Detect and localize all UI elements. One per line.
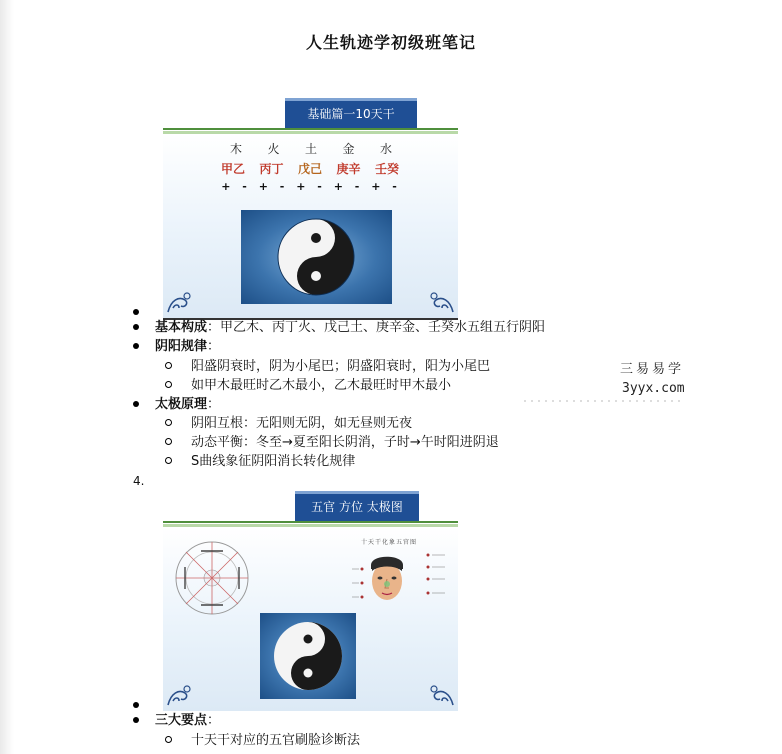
five-elements-row bbox=[221, 140, 401, 157]
face-illustration-icon bbox=[365, 551, 409, 609]
bullet-icon bbox=[133, 702, 139, 708]
circle-bullet-icon bbox=[165, 362, 172, 369]
list-number: 4. bbox=[133, 474, 145, 488]
watermark-text: 三易易学 bbox=[620, 362, 685, 377]
slide-stripe bbox=[163, 521, 458, 527]
item-colon: ： bbox=[207, 713, 221, 728]
sub-item-text: 十天干对应的五官刷脸诊断法 bbox=[191, 733, 361, 748]
sub-item-text: 动态平衡：冬至→夏至阳长阴消，子时→午时阳进阴退 bbox=[191, 435, 499, 450]
stem-pair: 庚辛 bbox=[336, 162, 361, 176]
stem-pair: 戊己 bbox=[297, 162, 322, 176]
polarity-sign: + - bbox=[221, 180, 251, 193]
face-annotation-marks bbox=[425, 551, 451, 611]
bullet-icon bbox=[133, 343, 139, 349]
element-metal: 金 bbox=[342, 142, 355, 156]
empty-bullet bbox=[133, 305, 155, 321]
item-text: ：甲乙木、丙丁火、戊己土、庚辛金、壬癸水五组五行阴阳 bbox=[207, 320, 546, 335]
cloud-ornament-icon bbox=[426, 683, 456, 709]
stem-pair: 丙丁 bbox=[259, 162, 284, 176]
page-left-shadow bbox=[0, 0, 14, 754]
element-earth: 土 bbox=[304, 142, 317, 156]
slide-header bbox=[285, 98, 417, 128]
bullet-icon bbox=[133, 401, 139, 407]
cloud-ornament-icon bbox=[426, 290, 456, 316]
item-label: 基本构成 bbox=[155, 320, 208, 335]
watermark-url: 3yyx.com bbox=[622, 381, 685, 396]
slide-header bbox=[295, 491, 419, 521]
sub-list-item bbox=[165, 733, 360, 749]
polarity-sign: + - bbox=[296, 180, 326, 193]
face-diagram-title: 十天干化象五官图 bbox=[361, 539, 418, 546]
sub-list-item bbox=[165, 378, 451, 394]
sub-item-text: 阴阳互根：无阳则无阴，如无昼则无夜 bbox=[191, 416, 413, 431]
list-item bbox=[133, 713, 220, 729]
element-water: 水 bbox=[379, 142, 392, 156]
item-label: 三大要点 bbox=[155, 713, 208, 728]
polarity-sign: + - bbox=[371, 180, 401, 193]
bullet-icon bbox=[133, 324, 139, 330]
element-wood: 木 bbox=[229, 142, 242, 156]
sub-list-item bbox=[165, 454, 355, 470]
yin-yang-image bbox=[260, 613, 356, 699]
sub-list-item bbox=[165, 359, 490, 375]
empty-bullet bbox=[133, 698, 155, 714]
slide-stripe bbox=[163, 128, 458, 134]
stems-row bbox=[215, 160, 405, 177]
polarity-sign: + - bbox=[333, 180, 364, 193]
sub-item-text: 如甲木最旺时乙木最小，乙木最旺时甲木最小 bbox=[191, 378, 452, 393]
slide-ten-stems bbox=[163, 98, 458, 318]
direction-wheel-icon bbox=[173, 539, 251, 617]
stem-pair: 甲乙 bbox=[220, 162, 245, 176]
polarity-row bbox=[221, 180, 401, 193]
circle-bullet-icon bbox=[165, 438, 172, 445]
circle-bullet-icon bbox=[165, 736, 172, 743]
bullet-icon bbox=[133, 309, 139, 315]
cloud-ornament-icon bbox=[165, 683, 195, 709]
yin-yang-icon bbox=[241, 210, 392, 304]
item-label: 太极原理 bbox=[155, 397, 208, 412]
sub-item-text: S曲线象征阴阳消长转化规律 bbox=[191, 454, 356, 469]
sub-list-item bbox=[165, 416, 412, 432]
list-item bbox=[133, 397, 220, 413]
slide-header-text: 基础篇一10天干 bbox=[307, 106, 395, 121]
watermark-dots bbox=[524, 400, 684, 402]
element-fire: 火 bbox=[267, 142, 280, 156]
slide-facial-features bbox=[163, 491, 458, 711]
slide-header-text: 五官 方位 太极图 bbox=[311, 499, 403, 514]
polarity-sign: + - bbox=[258, 180, 289, 193]
circle-bullet-icon bbox=[165, 381, 172, 388]
document-title: 人生轨迹学初级班笔记 bbox=[305, 33, 476, 52]
sub-list-item bbox=[165, 435, 499, 451]
stem-pair: 壬癸 bbox=[374, 162, 399, 176]
list-item bbox=[133, 339, 220, 355]
cloud-ornament-icon bbox=[165, 290, 195, 316]
list-item bbox=[133, 320, 545, 336]
yin-yang-icon bbox=[260, 613, 356, 699]
item-label: 阴阳规律 bbox=[155, 339, 208, 354]
circle-bullet-icon bbox=[165, 457, 172, 464]
sub-item-text: 阳盛阴衰时，阴为小尾巴；阴盛阳衰时，阳为小尾巴 bbox=[191, 359, 491, 374]
item-colon: ： bbox=[207, 397, 221, 412]
bullet-icon bbox=[133, 717, 139, 723]
face-annotation-marks bbox=[351, 565, 365, 611]
yin-yang-image bbox=[241, 210, 392, 304]
item-colon: ： bbox=[207, 339, 221, 354]
circle-bullet-icon bbox=[165, 419, 172, 426]
